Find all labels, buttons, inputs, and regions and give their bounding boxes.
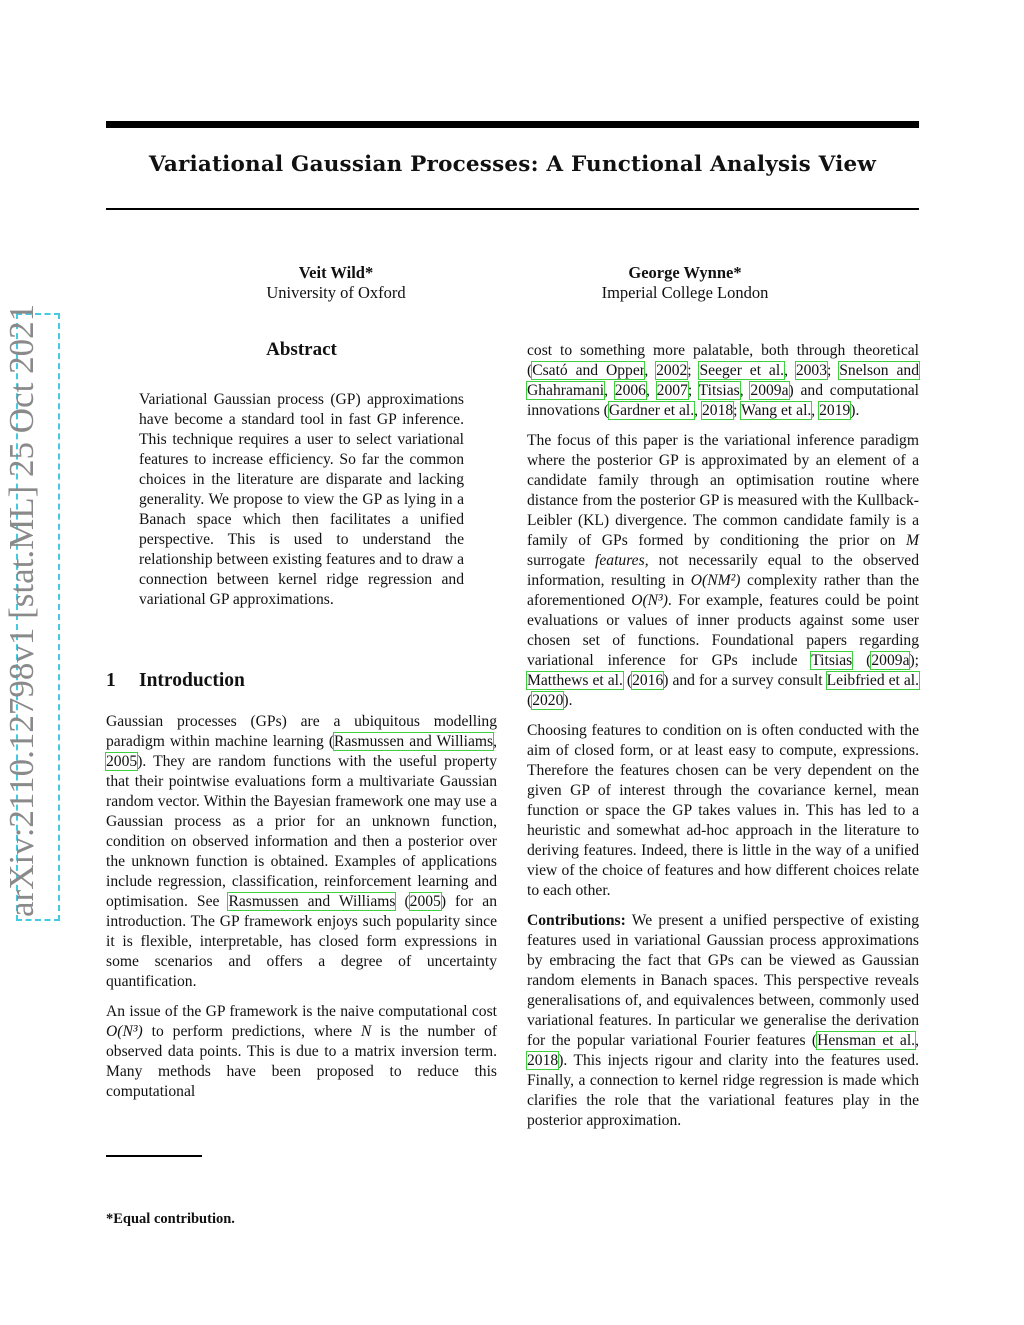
- right-column: [527, 341, 919, 1141]
- citation-link[interactable]: Leibfried et al.: [826, 672, 920, 689]
- citation-link[interactable]: 2020: [532, 692, 564, 709]
- section-heading: [106, 670, 245, 692]
- math-expression: M: [906, 532, 919, 549]
- citation-link[interactable]: Titsias: [698, 382, 740, 399]
- citation-link[interactable]: 2009a: [750, 382, 789, 399]
- citation-link[interactable]: Gardner et al.: [608, 402, 695, 419]
- math-expression: O(N³): [631, 592, 668, 609]
- citation-link[interactable]: Rasmussen and Williams: [334, 733, 494, 750]
- author-1: [236, 263, 436, 303]
- title-bottom-rule: [106, 208, 919, 210]
- citation-link[interactable]: 2005: [106, 753, 138, 770]
- emphasized-term: features: [595, 552, 645, 569]
- citation-link[interactable]: Rasmussen and Williams: [228, 893, 396, 910]
- contributions-paragraph: Contributions: We present a unified perspective of existing features used in variational Gaussian process approximations by embracing the fact that GPs can be viewed as Gaussian random elements in Banach spaces. This perspective reveals generalisations of, and equivalences between, commonly used variational features. In particular we generalise the derivation for the popular variational Fourier features (Hensman et al., 2018). This injects rigour and clarity into the features used. Finally, a connection to kernel ridge regression is made which clarifies the role that the variational features play in the posterior approximation.: [527, 912, 919, 1129]
- citation-link[interactable]: 2007: [656, 382, 688, 399]
- math-expression: N: [360, 1023, 372, 1040]
- arxiv-identifier[interactable]: arXiv:2110.12798v1 [stat.ML] 25 Oct 2021: [2, 303, 41, 917]
- citation-link[interactable]: 2005: [409, 893, 441, 910]
- citation-link[interactable]: Matthews et al.: [527, 672, 623, 689]
- citation-link[interactable]: Wang et al.: [741, 402, 812, 419]
- citation-link[interactable]: 2003: [795, 362, 828, 379]
- citation-link[interactable]: 2018: [701, 402, 734, 419]
- author-name: George Wynne*: [628, 263, 742, 282]
- section-title: Introduction: [139, 670, 245, 691]
- left-column: [106, 712, 497, 1112]
- section-number: 1: [106, 670, 116, 691]
- author-name: Veit Wild*: [298, 263, 374, 282]
- contributions-label: Contributions:: [527, 912, 626, 929]
- title-top-rule: [106, 121, 919, 128]
- citation-link[interactable]: 2018: [527, 1052, 559, 1069]
- right-paragraph-1: cost to something more palatable, both through theoretical (Csató and Opper, 2002; Seeger et al., 2003; Snelson and Ghahramani, 2006, 2007; Titsias, 2009a) and computational innovations (Gardner et al., 2018; Wang et al., 2019).: [527, 342, 920, 419]
- citation-link[interactable]: Csató and Opper: [532, 362, 645, 379]
- citation-link[interactable]: Hensman et al.: [817, 1032, 916, 1049]
- footnote-rule: [106, 1155, 202, 1157]
- citation-link[interactable]: 2019: [819, 402, 851, 419]
- author-2: [575, 263, 795, 303]
- paper-title: Variational Gaussian Processes: A Functional Analysis View: [148, 152, 877, 177]
- right-paragraph-3: Choosing features to condition on is often conducted with the aim of closed form, or at least easy to compute, expressions. Therefore the features chosen can be very dependent on the given GP of interest through the covariance kernel, mean function or space the GP takes values in. This has led to a heuristic and somewhat ad-hoc approach in the literature to deriving features. Indeed, there is little in the way of a unified view of the choice of features and how different choices relate to each other.: [527, 722, 919, 899]
- citation-link[interactable]: Titsias: [811, 652, 853, 669]
- citation-link[interactable]: Snelson and Ghahramani: [527, 362, 919, 399]
- citation-link[interactable]: 2016: [632, 672, 664, 689]
- author-affiliation: University of Oxford: [266, 283, 406, 302]
- intro-paragraph-2: An issue of the GP framework is the naive computational cost O(N³) to perform predictions, where N is the number of observed data points. This is due to a matrix inversion term. Many methods have been proposed to reduce this computational: [106, 1003, 498, 1100]
- citation-link[interactable]: Seeger et al.: [699, 362, 785, 379]
- right-paragraph-2: The focus of this paper is the variational inference paradigm where the posterior GP is approximated by an element of a candidate family through an optimisation routine where distance from the posterior GP is measured with the Kullback-Leibler (KL) divergence. The common candidate family is a family of GPs formed by conditioning the prior on M surrogate features, not necessarily equal to the observed information, resulting in O(NM²) complexity rather than the aforementioned O(N³). For example, features could be point evaluations or values of inner products against some user chosen set of functions. Foundational papers regarding variational inference for GPs include Titsias (2009a); Matthews et al. (2016) and for a survey consult Leibfried et al. (2020).: [527, 432, 920, 709]
- citation-link[interactable]: 2006: [614, 382, 646, 399]
- abstract-text: Variational Gaussian process (GP) approximations have become a standard tool in fast GP inference. This technique requires a user to select variational features to increase efficiency. So far the common choices in the literature are disparate and lacking generality. We propose to view the GP as lying in a Banach space which then facilitates a unified perspective. This is used to understand the relationship between existing features and to draw a connection between kernel ridge regression and variational GP approximations.: [139, 391, 464, 608]
- citation-link[interactable]: 2009a: [871, 652, 910, 669]
- math-expression: O(N³): [106, 1023, 143, 1040]
- author-affiliation: Imperial College London: [601, 283, 769, 302]
- footnote: *Equal contribution.: [106, 1211, 235, 1227]
- abstract-heading: Abstract: [266, 339, 337, 360]
- intro-paragraph-1: Gaussian processes (GPs) are a ubiquitous modelling paradigm within machine learning (Rasmussen and Williams, 2005). They are random functions with the useful property that their pointwise evaluations form a multivariate Gaussian random vector. Within the Bayesian framework one may use a Gaussian process as a prior for an unknown function, condition on observed information and then a posterior over the unknown function is obtained. Examples of applications include regression, classification, reinforcement learning and optimisation. See Rasmussen and Williams (2005) for an introduction. The GP framework enjoys such popularity since it is flexible, interpretable, has closed form expressions in some scenarios and offers a degree of uncertainty quantification.: [106, 713, 497, 990]
- math-expression: O(NM²): [690, 572, 741, 589]
- citation-link[interactable]: 2002: [656, 362, 688, 379]
